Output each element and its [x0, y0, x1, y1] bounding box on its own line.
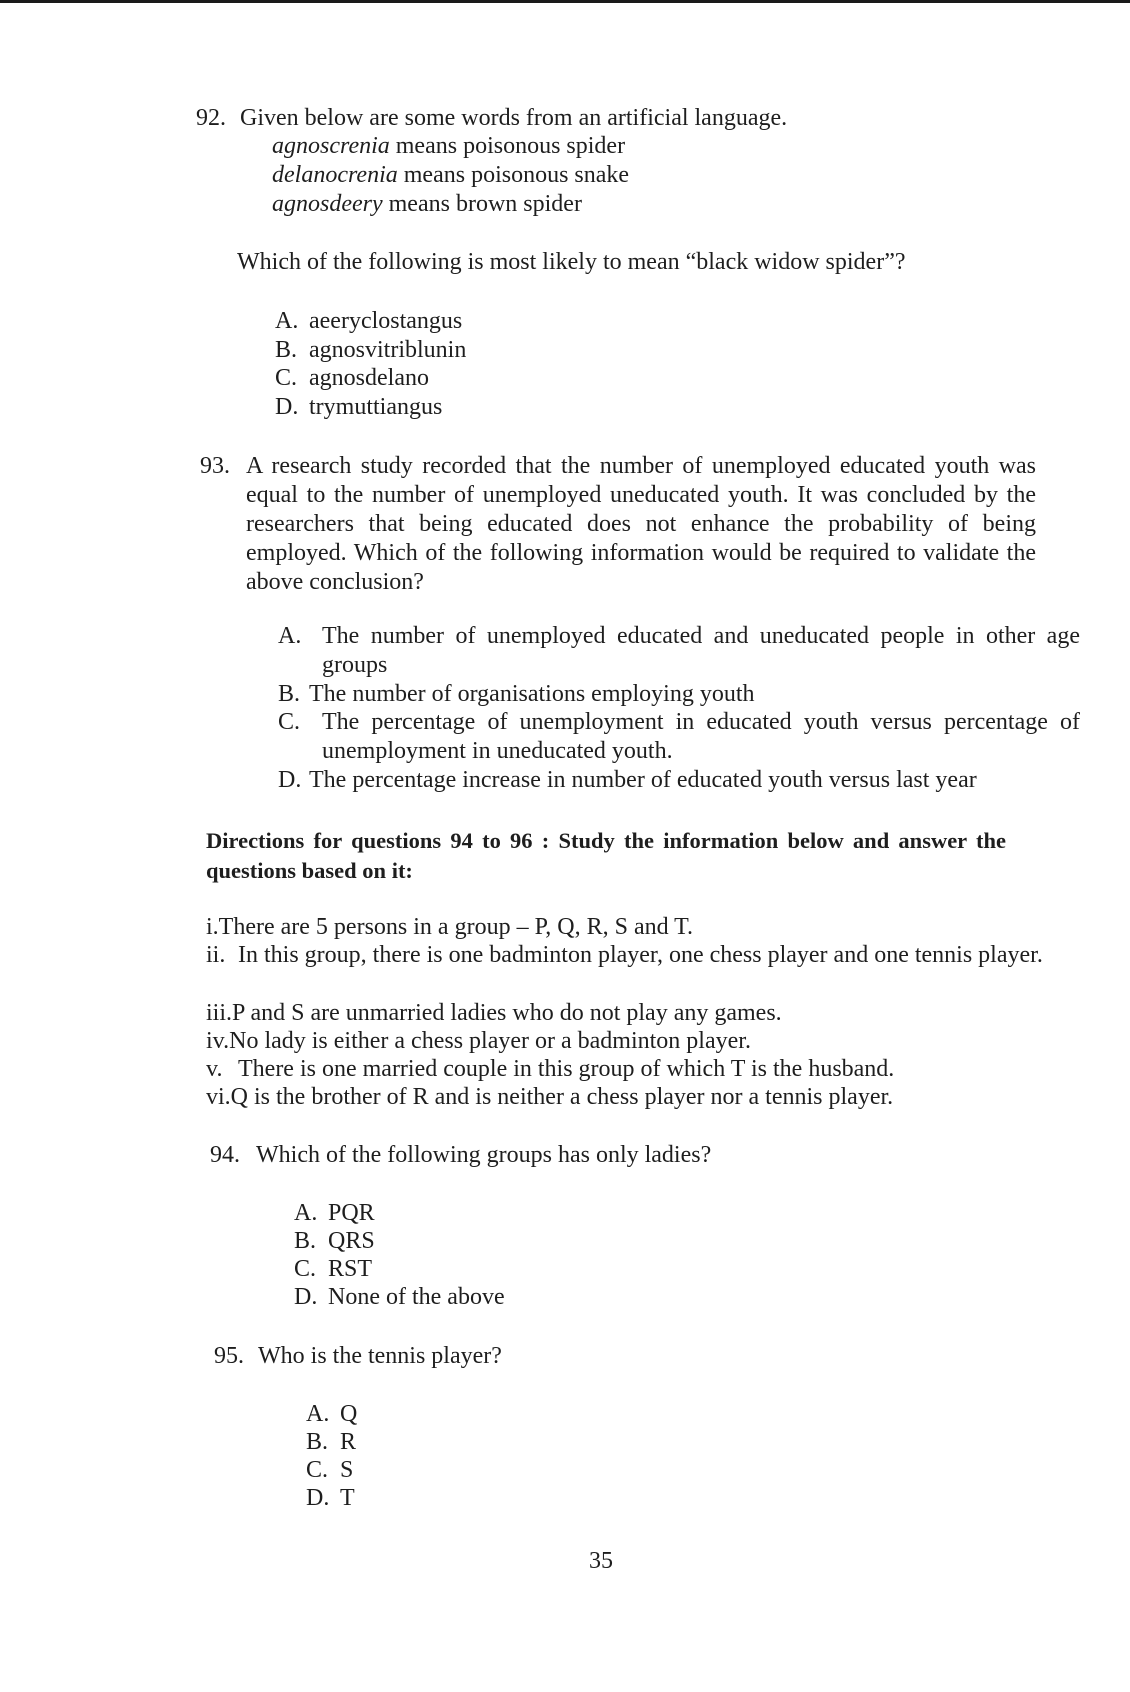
- option-letter: A.: [278, 623, 302, 649]
- q92-def-1: [272, 132, 625, 161]
- page-number: 35: [589, 1548, 613, 1574]
- q93-option-c: [278, 708, 1080, 765]
- q92-def-meaning: means poisonous snake: [397, 162, 630, 188]
- info-text: Q is the brother of R and is neither a chess player nor a tennis player.: [230, 1084, 894, 1110]
- q94-number: 94.: [210, 1142, 240, 1168]
- info-numeral: ii.: [206, 942, 226, 968]
- option-letter: C.: [275, 365, 298, 391]
- q93-option-b: [278, 680, 755, 709]
- option-text: PQR: [328, 1200, 375, 1226]
- q92-intro: Given below are some words from an artificial language.: [240, 105, 788, 131]
- info-numeral: i.: [206, 914, 219, 940]
- option-letter: B.: [294, 1228, 317, 1254]
- option-text: None of the above: [328, 1284, 505, 1310]
- option-text: aeeryclostangus: [309, 308, 463, 334]
- option-text: S: [340, 1457, 354, 1483]
- q93-option-d: [278, 766, 977, 795]
- info-item: [206, 999, 782, 1028]
- info-text: In this group, there is one badminton player, one chess player and one tennis player.: [238, 942, 1043, 968]
- option-letter: C.: [294, 1256, 317, 1282]
- option-letter: D.: [275, 394, 299, 420]
- option-text: RST: [328, 1256, 373, 1282]
- option-text: The percentage increase in number of educated youth versus last year: [309, 767, 977, 793]
- info-numeral: vi.: [206, 1084, 231, 1110]
- info-numeral: iii.: [206, 1000, 233, 1026]
- option-letter: A.: [306, 1401, 330, 1427]
- option-letter: B.: [306, 1429, 329, 1455]
- option-letter: C.: [306, 1457, 329, 1483]
- q92-def-2: [272, 161, 629, 190]
- q95-option-d: [306, 1484, 355, 1513]
- q92-intro-line: [196, 104, 787, 133]
- q93-text: A research study recorded that the number of unemployed educated youth was equal to the number of unemployed uneducated youth. It was concluded by the researchers that being educated does not enhance the probability of being employed. Which of the following information would be required to validate the above conclusion?: [246, 453, 1036, 595]
- info-item: [206, 913, 693, 942]
- info-text: P and S are unmarried ladies who do not play any games.: [232, 1000, 782, 1026]
- info-item: [206, 1027, 751, 1056]
- q92-question: Which of the following is most likely to mean “black widow spider”?: [237, 249, 906, 275]
- q95-question: Who is the tennis player?: [258, 1343, 502, 1369]
- q92-def-word: agnosdeery: [272, 191, 383, 217]
- option-text: agnosvitriblunin: [309, 337, 467, 363]
- q92-option-c: [275, 364, 429, 393]
- q92-def-word: delanocrenia: [272, 162, 398, 188]
- info-numeral: v.: [206, 1056, 223, 1082]
- info-text: No lady is either a chess player or a badminton player.: [229, 1028, 751, 1054]
- option-letter: D.: [306, 1485, 330, 1511]
- option-text: agnosdelano: [309, 365, 429, 391]
- q94-option-b: [294, 1227, 375, 1256]
- option-text: QRS: [328, 1228, 375, 1254]
- q92-option-d: [275, 393, 442, 422]
- info-numeral: iv.: [206, 1028, 230, 1054]
- q93-number: 93.: [200, 453, 230, 479]
- option-letter: B.: [275, 337, 298, 363]
- option-letter: D.: [294, 1284, 318, 1310]
- option-text: The percentage of unemployment in educated youth versus percentage of unemployment in uneducated youth.: [322, 709, 1080, 764]
- q92-def-3: [272, 190, 582, 219]
- q92-def-meaning: means brown spider: [382, 191, 582, 217]
- option-text: The number of unemployed educated and uneducated people in other age groups: [322, 623, 1080, 678]
- q92-def-meaning: means poisonous spider: [389, 133, 626, 159]
- q95-option-a: [306, 1400, 357, 1429]
- q92-option-a: [275, 307, 462, 336]
- info-item: [206, 941, 1043, 970]
- option-text: T: [340, 1485, 355, 1511]
- info-text: There are 5 persons in a group – P, Q, R, S and T.: [218, 914, 694, 940]
- q95-question-line: [214, 1342, 502, 1371]
- option-text: The number of organisations employing youth: [309, 681, 755, 707]
- q94-option-d: [294, 1283, 505, 1312]
- info-item: [206, 1083, 893, 1112]
- option-letter: B.: [278, 681, 301, 707]
- q92-def-word: agnoscrenia: [272, 133, 390, 159]
- q92-option-b: [275, 336, 466, 365]
- q94-option-a: [294, 1199, 375, 1228]
- q95-number: 95.: [214, 1343, 244, 1369]
- option-text: Q: [340, 1401, 358, 1427]
- q95-option-c: [306, 1456, 353, 1485]
- directions-heading: Directions for questions 94 to 96 : Study the information below and answer the questions based on it:: [206, 828, 1006, 883]
- info-text: There is one married couple in this group of which T is the husband.: [238, 1056, 895, 1082]
- option-letter: A.: [275, 308, 299, 334]
- option-text: R: [340, 1429, 357, 1455]
- q92-number: 92.: [196, 105, 226, 131]
- q95-option-b: [306, 1428, 356, 1457]
- q94-question: Which of the following groups has only ladies?: [256, 1142, 712, 1168]
- option-letter: A.: [294, 1200, 318, 1226]
- info-item: [206, 1055, 894, 1084]
- q94-question-line: [210, 1141, 711, 1170]
- option-letter: C.: [278, 709, 301, 735]
- option-text: trymuttiangus: [309, 394, 443, 420]
- q93-option-a: [278, 622, 1080, 679]
- q94-option-c: [294, 1255, 372, 1284]
- option-letter: D.: [278, 767, 302, 793]
